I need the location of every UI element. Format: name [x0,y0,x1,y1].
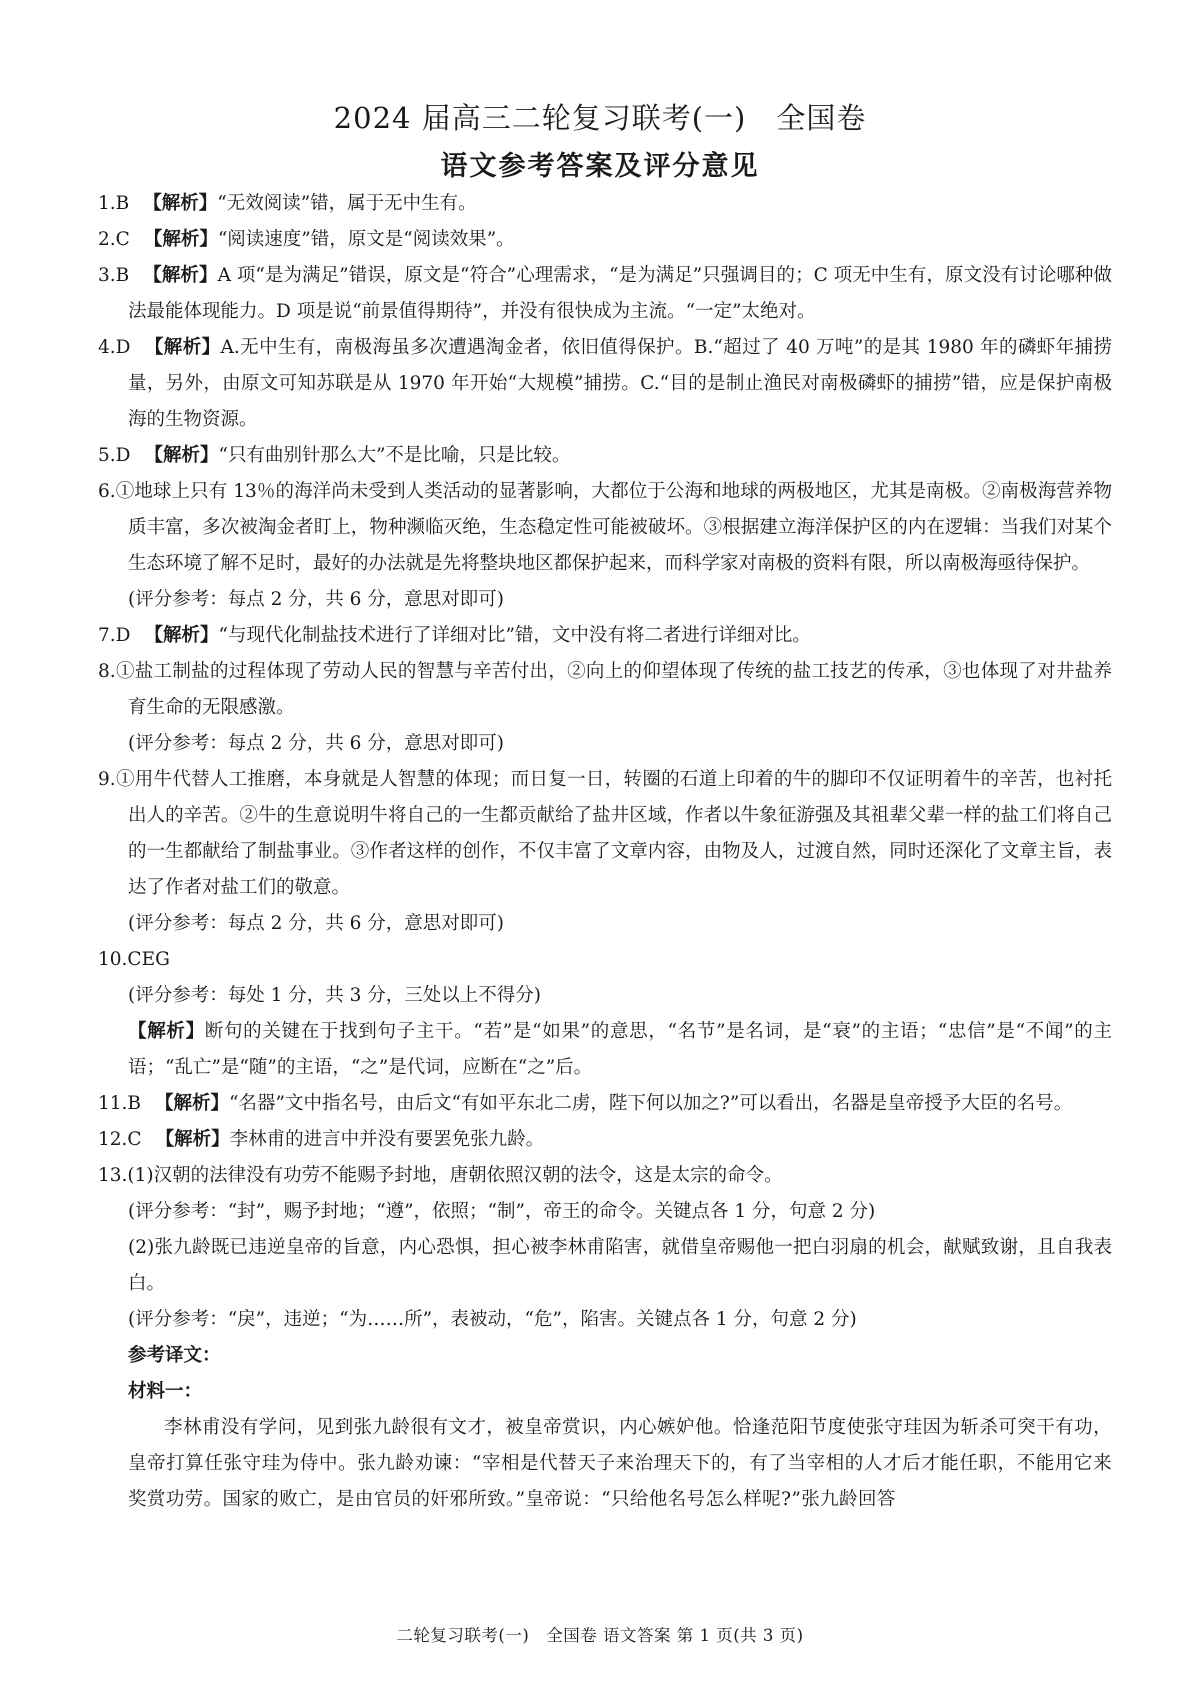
answer-1 [98,186,1112,222]
answer-number: 1.B [98,193,130,214]
answer-11 [98,1086,1112,1122]
score-note-13-1: (评分参考：“封”，赐予封地；“遵”，依照；“制”，帝王的命令。关键点各 1 分，句意 2 分) [128,1201,876,1222]
score-note-10: (评分参考：每处 1 分，共 3 分，三处以上不得分) [128,985,541,1006]
analysis-10 [98,1014,1112,1086]
analysis-tag: 【解析】 [144,625,219,646]
answer-body [98,186,1112,1518]
answer-number: 8. [98,661,116,682]
analysis-tag: 【解析】 [128,1021,205,1042]
material-label: 材料一： [128,1381,203,1402]
answer-number: 13. [98,1165,128,1186]
analysis-tag: 【解析】 [144,445,219,466]
answer-8 [98,654,1112,726]
answer-text: “阅读速度”错，原文是“阅读效果”。 [217,229,515,250]
score-note-9: (评分参考：每点 2 分，共 6 分，意思对即可) [128,913,504,934]
answer-number: 11.B [98,1093,142,1114]
answer-number: 7.D [98,625,131,646]
answer-text: 李林甫的进言中并没有要罢免张九龄。 [229,1129,545,1150]
answer-text: ①用牛代替人工推磨，本身就是人智慧的体现；而日复一日，转圈的石道上印着的牛的脚印不仅证明着牛的辛苦，也衬托出人的辛苦。②牛的生意说明牛将自己的一生都贡献给了盐井区域，作者以牛象征游强及其祖辈父辈一样的盐工们将自己的一生都献给了制盐事业。③作者这样的创作，不仅丰富了文章内容，由物及人，过渡自然，同时还深化了文章主旨，表达了作者对盐工们的敬意。 [115,769,1112,898]
translation-text: 李林甫没有学问，见到张九龄很有文才，被皇帝赏识，内心嫉妒他。恰逢范阳节度使张守珪因为斩杀可突干有功，皇帝打算任张守珪为侍中。张九龄劝谏：“宰相是代替天子来治理天下的，有了当宰相的人才后才能任职，不能用它来奖赏功劳。国家的败亡，是由官员的奸邪所致。”皇帝说：“只给他名号怎么样呢?”张九龄回答 [128,1417,1112,1510]
document-title: 2024 届高三二轮复习联考(一) 全国卷 [333,101,867,135]
answer-number: 5.D [98,445,131,466]
analysis-tag: 【解析】 [155,1129,230,1150]
answer-9 [98,762,1112,906]
answer-text: A 项“是为满足”错误，原文是“符合”心理需求，“是为满足”只强调目的；C 项无中生有，原文没有讨论哪种做法最能体现能力。D 项是说“前景值得期待”，并没有很快成为主流。“一定”太绝对。 [128,265,1112,322]
answer-12 [98,1122,1112,1158]
translation-heading: 参考译文： [128,1345,221,1366]
answer-number: 4.D [98,337,131,358]
answer-5 [98,438,1112,474]
page-footer: 二轮复习联考(一) 全国卷 语文答案 第 1 页(共 3 页) [396,1626,804,1645]
score-note-13-2: (评分参考：“戾”，违逆；“为……所”，表被动，“危”，陷害。关键点各 1 分，句意 2 分) [128,1309,857,1330]
analysis-tag: 【解析】 [143,265,218,286]
analysis-tag: 【解析】 [155,1093,230,1114]
answer-4 [98,330,1112,438]
answer-number: 2.C [98,229,130,250]
answer-2 [98,222,1112,258]
score-note-6: (评分参考：每点 2 分，共 6 分，意思对即可) [128,589,504,610]
answer-text: ①地球上只有 13％的海洋尚未受到人类活动的显著影响，大都位于公海和地球的两极地区，尤其是南极。②南极海营养物质丰富，多次被淘金者盯上，物种濒临灭绝，生态稳定性可能被破坏。③根据建立海洋保护区的内在逻辑：当我们对某个生态环境了解不足时，最好的办法就是先将整块地区都保护起来，而科学家对南极的资料有限，所以南极海亟待保护。 [115,481,1112,574]
answer-text: ①盐工制盐的过程体现了劳动人民的智慧与辛苦付出，②向上的仰望体现了传统的盐工技艺的传承，③也体现了对井盐养育生命的无限感激。 [115,661,1112,718]
analysis-tag: 【解析】 [143,193,218,214]
answer-text: “与现代化制盐技术进行了详细对比”错，文中没有将二者进行详细对比。 [218,625,811,646]
answer-text: A.无中生有，南极海虽多次遭遇淘金者，依旧值得保护。B.“超过了 40 万吨”的是其 1980 年的磷虾年捕捞量，另外，由原文可知苏联是从 1970 年开始“大规模”捕捞。C.“目的是制止渔民对南极磷虾的捕捞”错，应是保护南极海的生物资源。 [128,337,1112,430]
answer-10 [98,942,1112,978]
answer-text: “无效阅读”错，属于无中生有。 [217,193,477,214]
answer-number: 9. [98,769,116,790]
answer-number: 12.C [98,1129,142,1150]
answer-number: 6. [98,481,116,502]
answer-number: 10.CEG [98,949,170,970]
answer-6 [98,474,1112,582]
answer-text: 断句的关键在于找到句子主干。“若”是“如果”的意思，“名节”是名词，是“衰”的主语；“忠信”是“不闻”的主语；“乱亡”是“随”的主语，“之”是代词，应断在“之”后。 [128,1021,1112,1078]
answer-13-2: (2)张九龄既已违逆皇帝的旨意，内心恐惧，担心被李林甫陷害，就借皇帝赐他一把白羽扇的机会，献赋致谢，且自我表白。 [128,1237,1112,1294]
answer-7 [98,618,1112,654]
analysis-tag: 【解析】 [144,337,221,358]
score-note-8: (评分参考：每点 2 分，共 6 分，意思对即可) [128,733,504,754]
answer-number: 3.B [98,265,130,286]
answer-text: “名器”文中指名号，由后文“有如平东北二虏，陛下何以加之?”可以看出，名器是皇帝授予大臣的名号。 [229,1093,1073,1114]
answer-13 [98,1158,1112,1194]
document-subtitle: 语文参考答案及评分意见 [440,151,760,182]
analysis-tag: 【解析】 [143,229,218,250]
answer-text: (1)汉朝的法律没有功劳不能赐予封地，唐朝依照汉朝的法令，这是太宗的命令。 [127,1165,783,1186]
answer-text: “只有曲别针那么大”不是比喻，只是比较。 [218,445,571,466]
answer-3 [98,258,1112,330]
